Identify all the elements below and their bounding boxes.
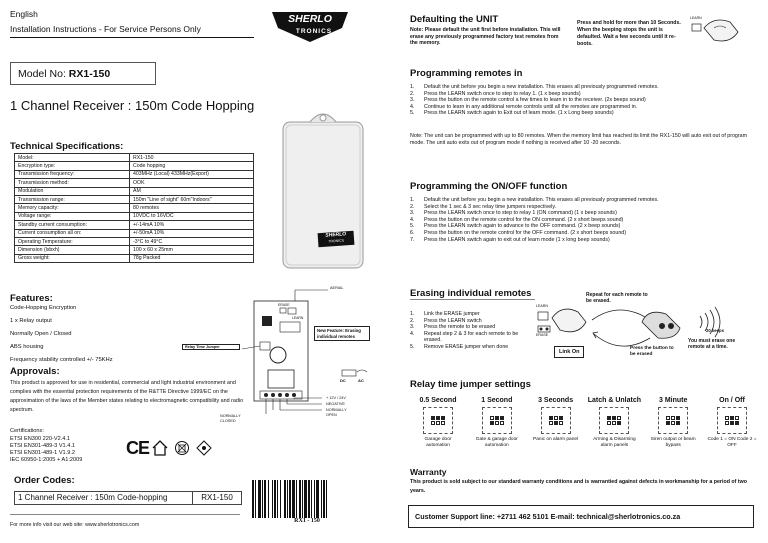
subtitle-rule [10, 37, 254, 38]
spec-value: 80 remotes [130, 204, 254, 212]
spec-label: Transmission frequency: [15, 170, 130, 178]
spec-value: +/-14mA 10% [130, 221, 254, 229]
step-number: 1. [410, 311, 415, 317]
barcode-bar [327, 480, 329, 518]
warranty-text: This product is sold subject to our standard warranty conditions and is warrantied against defects in workmanship for a period of two years. [410, 479, 747, 494]
step-item [410, 97, 750, 104]
step-number: 4. [410, 216, 415, 223]
board-diagram [185, 286, 400, 426]
barcode-text: RX1 - 150 [294, 518, 320, 524]
language-label: English [10, 9, 38, 19]
step-number: 3. [410, 97, 415, 104]
step-item [410, 104, 750, 111]
spec-row [15, 170, 254, 178]
step-item [410, 210, 750, 217]
spec-row [15, 254, 254, 262]
dc-label: DC [340, 378, 346, 383]
step-number: 4. [410, 103, 415, 110]
spec-row [15, 204, 254, 212]
spec-value: 150m "Line of sight" 60m"Indoors" [130, 195, 254, 203]
step-text: Press the button on the remote control for the OFF command. (2 x short beeps sound) [424, 229, 626, 236]
step-number: 6. [410, 229, 415, 236]
defaulting-heading: Defaulting the UNIT [410, 14, 499, 25]
step-number: 5. [410, 110, 415, 117]
spec-value: Code hopping [130, 162, 254, 170]
jumper-pin [559, 416, 563, 420]
jumper-diagram [717, 407, 747, 434]
spec-label: Standby current consumption: [15, 221, 130, 229]
step-text: Press the LEARN switch once to step to relay 1. (1 x beep sounds) [424, 90, 581, 97]
spec-row [15, 237, 254, 245]
erase-jumper-label: ERASE [536, 333, 549, 337]
receiver-product-image [280, 110, 366, 270]
voltage-label: + 12V / 24V [326, 396, 346, 400]
programming-note: Note: The unit can be programmed with up to 80 remotes. When the memory limit has reached its limit the RX1-150 will auto exit out of program mode. The unit auto exits out of program mode if nothing is received after 10 -20 seconds. [410, 133, 747, 146]
spec-label: Operating Temperature: [15, 237, 130, 245]
jumper-title: Latch & Unlatch [587, 397, 642, 404]
jumper-pin [436, 421, 440, 425]
approvals-text: This product is approved for use in residential, commercial and light industrial environment and complies with the essential protection requirements of the R&TTE Directive 1999/EC on the approximation of the laws of the Member states relating to electromagnetic compatibility and radio spectrum. [10, 380, 244, 413]
spec-value: 100 x 60 x 25mm [130, 246, 254, 254]
diamond-icon [196, 440, 212, 461]
barcode-bars [252, 480, 362, 518]
spec-label: Current consumption all on: [15, 229, 130, 237]
spec-label: Voltage range: [15, 212, 130, 220]
spec-label: Modulation [15, 187, 130, 195]
jumper-title: 3 Seconds [538, 397, 574, 404]
jumper-pin [730, 421, 734, 425]
defaulting-press-text: Press and hold for more than 10 Seconds. When the beeping stops the unit is defaulted. Wait a few seconds until it re-boots. [577, 20, 681, 47]
jumper-pin [495, 416, 499, 420]
aerial-label: AERIAL [330, 286, 344, 290]
cert-item: ETSI EN301-489-3 V1.4.1 [10, 443, 75, 449]
jumper-pin [676, 421, 680, 425]
jumper-setting [645, 397, 701, 449]
jumper-setting [704, 397, 760, 449]
step-text: Press the button on the remote control for the ON command. (2 x short beeps sound) [424, 216, 624, 223]
jumper-diagram [423, 407, 453, 434]
programming-steps [410, 84, 750, 117]
spec-row [15, 187, 254, 195]
jumper-setting [528, 397, 584, 449]
jumper-setting [410, 397, 466, 449]
spec-value: OOK [130, 179, 254, 187]
jumper-title: 1 Second [481, 397, 513, 404]
step-item [410, 217, 750, 224]
step-number: 3. [410, 210, 415, 217]
step-item [410, 311, 520, 318]
must-erase-label: You must erase one remote at a time. [688, 338, 736, 350]
new-feature-callout: New Feature: Erasing individual remotes [314, 326, 370, 341]
step-text: Continue to learn in any additional remote controls until all the remotes are programmed in. [424, 103, 638, 110]
jumper-pin [735, 421, 739, 425]
step-number: 4. [410, 330, 415, 337]
jumper-setting [586, 397, 642, 449]
jumper-pin [500, 421, 504, 425]
normally-open-label: NORMALLY OPEN [326, 408, 347, 417]
learn-switch-illustration [690, 12, 742, 46]
model-value: RX1-150 [68, 67, 111, 80]
spec-row [15, 154, 254, 162]
spec-value: 10VDC to 16VDC [130, 212, 254, 220]
jumper-pin [617, 416, 621, 420]
warranty-heading: Warranty [410, 467, 447, 477]
spec-label: Model: [15, 154, 130, 162]
jumper-pin [549, 416, 553, 420]
erasing-steps [410, 311, 520, 351]
spec-value: +/-50mA 10% [130, 229, 254, 237]
step-number: 5. [410, 223, 415, 230]
ce-mark: CE [126, 438, 150, 458]
spec-label: Transmission method: [15, 179, 130, 187]
features-list [10, 305, 113, 370]
defaulting-note: Note: Please default the unit first before installation. This will erase any previously programmed factory test remotes from the memory. [410, 27, 561, 46]
default-learn-label: LEARN [690, 16, 702, 20]
specs-table [14, 153, 254, 263]
link-on-label: Link On [554, 346, 584, 358]
brand-top: SHERLO [288, 13, 332, 25]
jumper-pin [607, 416, 611, 420]
step-text: Press the LEARN switch again to Exit out of learn mode. (1 x Long beep sounds) [424, 110, 614, 117]
spec-row [15, 229, 254, 237]
jumper-caption: Siren output or beam bypass [650, 437, 696, 448]
spec-label: Transmission range: [15, 195, 130, 203]
step-text: Link the ERASE jumper [424, 311, 480, 317]
step-item [410, 110, 750, 117]
learn-label: LEARN [292, 316, 304, 320]
cert-list [10, 436, 82, 464]
jumper-pin [735, 416, 739, 420]
erase-illustration [530, 290, 758, 368]
relay-time-settings [410, 397, 760, 449]
step-text: Press the LEARN switch once to step to relay 1 (ON command) (1 x beep sounds) [424, 210, 617, 217]
cert-item: IEC 60950-1:2005 + A1:2009 [10, 457, 83, 463]
step-item [410, 230, 750, 237]
step-text: Press the remote to be erased [424, 324, 496, 331]
spec-label: Memory capacity: [15, 204, 130, 212]
step-item [410, 331, 520, 344]
erasing-heading: Erasing individual remotes [410, 288, 532, 299]
step-number: 1. [410, 197, 415, 203]
jumper-pin [554, 421, 558, 425]
jumper-pin [666, 421, 670, 425]
step-number: 7. [410, 236, 415, 243]
negative-label: NEGATIVE [326, 402, 345, 406]
features-heading: Features: [10, 293, 53, 304]
jumper-pin [617, 421, 621, 425]
spec-value: AM [130, 187, 254, 195]
jumper-title: 3 Minute [658, 397, 688, 404]
support-box [408, 505, 754, 528]
feature-item: Code-Hopping Encryption [10, 305, 77, 311]
step-item [410, 204, 750, 211]
website-footer: For more info visit our web site: www.sherlotronics.com [10, 522, 140, 528]
install-subtitle: Installation Instructions - For Service Persons Only [10, 24, 201, 34]
step-number: 1. [410, 84, 415, 90]
order-code: RX1-150 [201, 493, 233, 502]
step-item [410, 223, 750, 230]
model-box [10, 62, 156, 85]
brand-bottom: TRONICS [295, 28, 333, 35]
jumper-pin [431, 421, 435, 425]
step-item [410, 197, 750, 204]
beeps-label: 20 beeps [706, 328, 724, 333]
jumper-caption: Arming & Disarming alarm panels [593, 437, 636, 448]
order-code-box [14, 491, 242, 505]
step-text: Select the 1 sec & 3 sec relay time jumpers respectively. [424, 203, 557, 210]
spec-row [15, 162, 254, 170]
onoff-heading: Programming the ON/OFF function [410, 181, 568, 192]
order-heading: Order Codes: [14, 475, 75, 486]
jumper-pin [676, 416, 680, 420]
jumper-pin [441, 416, 445, 420]
jumper-pin [730, 416, 734, 420]
spec-row [15, 246, 254, 254]
step-number: 3. [410, 324, 415, 331]
jumper-caption: Gate & garage door automation [475, 437, 518, 448]
ac-label: AC [358, 378, 364, 383]
jumper-pin [490, 416, 494, 420]
normally-closed-label: NORMALLY CLOSED [220, 414, 241, 423]
erase-label: ERASE [278, 303, 290, 307]
spec-value: 78g Packed [130, 254, 254, 262]
weee-icon [174, 440, 190, 461]
brand-logo [268, 8, 352, 46]
step-item [410, 344, 520, 351]
relay-jumper-callout: Relay Time Jumper [182, 344, 240, 350]
support-line: Customer Support line: +2711 462 5101 E-mail: technical@sherlotronics.co.za [415, 512, 681, 521]
barcode [252, 480, 362, 528]
feature-item: 1 x Relay output [10, 318, 52, 324]
jumper-pin [436, 416, 440, 420]
spec-row [15, 221, 254, 229]
jumper-diagram [541, 407, 571, 434]
step-number: 2. [410, 90, 415, 97]
erasing-rule [410, 299, 535, 300]
step-number: 2. [410, 203, 415, 210]
jumper-setting [469, 397, 525, 449]
model-label: Model No: [18, 67, 66, 80]
step-item [410, 324, 520, 331]
cert-item: ETSI EN300 220-V2.4.1 [10, 436, 71, 442]
jumper-pin [441, 421, 445, 425]
jumper-diagram [599, 407, 629, 434]
jumper-pin [612, 421, 616, 425]
step-item [410, 91, 750, 98]
repeat-label: Repeat for each remote to be erased. [586, 292, 648, 304]
jumper-pin [549, 421, 553, 425]
step-number: 2. [410, 317, 415, 324]
order-rule [10, 514, 240, 515]
jumper-caption: Code 1 = ON Code 2 = OFF [707, 437, 757, 448]
product-badge: SHERLO TRONICS [318, 231, 355, 247]
step-text: Press the LEARN switch [424, 317, 482, 324]
step-text: Default the unit before you begin a new installation. This erases all previously programmed remotes. [424, 197, 659, 203]
jumper-pin [431, 416, 435, 420]
jumper-pin [495, 421, 499, 425]
spec-label: Encryption type: [15, 162, 130, 170]
jumper-pin [671, 416, 675, 420]
spec-row [15, 179, 254, 187]
onoff-steps [410, 197, 750, 243]
jumper-pin [671, 421, 675, 425]
spec-value: 403MHz (Local) 433MHz(Export) [130, 170, 254, 178]
house-icon [152, 440, 168, 461]
spec-row [15, 212, 254, 220]
jumper-pin [612, 416, 616, 420]
feature-item: Normally Open / Closed [10, 331, 72, 337]
feature-item: Frequency stability controlled +/- 75KHz [10, 357, 113, 363]
step-text: Remove ERASE jumper when done [424, 343, 509, 350]
jumper-pin [725, 421, 729, 425]
jumper-title: On / Off [719, 397, 745, 404]
specs-heading: Technical Specifications: [10, 141, 124, 152]
cert-heading: Certifications: [10, 428, 44, 434]
jumper-diagram [482, 407, 512, 434]
step-item [410, 237, 750, 244]
relay-time-heading: Relay time jumper settings [410, 379, 531, 390]
spec-label: Gross weight: [15, 254, 130, 262]
product-title: 1 Channel Receiver : 150m Code Hopping [10, 98, 255, 113]
jumper-caption: Garage door automation [424, 437, 452, 448]
feature-item: ABS housing [10, 344, 44, 350]
step-number: 5. [410, 343, 415, 350]
approvals-heading: Approvals: [10, 366, 60, 377]
jumper-title: 0.5 Second [419, 397, 457, 404]
step-text: Repeat step 2 & 3 for each remote to be erased. [424, 330, 519, 344]
jumper-pin [607, 421, 611, 425]
jumper-pin [490, 421, 494, 425]
step-text: Press the button on the remote control a few times to learn in to the receiver. (2x beeps sound) [424, 97, 646, 104]
order-description: 1 Channel Receiver : 150m Code-hopping [15, 492, 193, 504]
jumper-pin [500, 416, 504, 420]
step-item [410, 318, 520, 325]
step-item [410, 84, 750, 91]
jumper-pin [725, 416, 729, 420]
spec-value: RX1-150 [130, 154, 254, 162]
cert-item: ETSI EN301-489-1 V1.9.2 [10, 450, 75, 456]
erase-learn-label: LEARN [536, 304, 548, 308]
jumper-pin [554, 416, 558, 420]
step-text: Default the unit before you begin a new installation. This erases all previously programmed remotes. [424, 84, 659, 90]
programming-heading: Programming remotes in [410, 68, 523, 79]
spec-label: Dimension (lxbxh) [15, 246, 130, 254]
press-button-label: Press the button to be erased [630, 346, 674, 357]
spec-row [15, 195, 254, 203]
jumper-caption: Panic on alarm panel [533, 437, 579, 442]
jumper-diagram [658, 407, 688, 434]
step-text: Press the LEARN switch again to exit out of learn mode (1 x long beep sounds) [424, 236, 610, 243]
spec-value: -3°C to 49°C [130, 237, 254, 245]
step-text: Press the LEARN switch again to advance to the OFF command. (2 x beep sounds) [424, 223, 621, 230]
jumper-pin [666, 416, 670, 420]
jumper-pin [559, 421, 563, 425]
